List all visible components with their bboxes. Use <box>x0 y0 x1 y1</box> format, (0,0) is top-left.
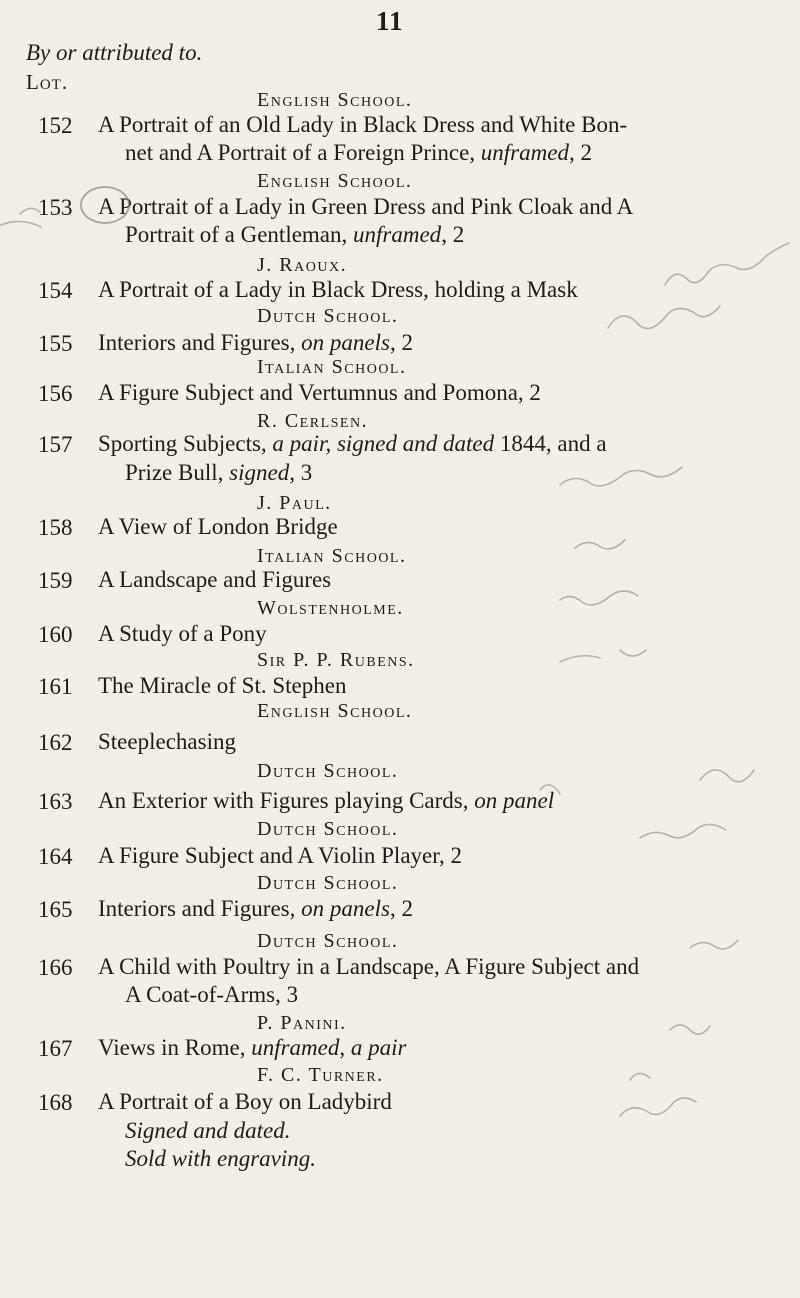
lot-description: Interiors and Figures, on panels, 2 <box>98 896 413 921</box>
attribution: Dutch School. <box>257 930 399 952</box>
attribution: J. Paul. <box>257 492 332 514</box>
lot-number: 159 <box>38 568 73 593</box>
lot-description-continued: A Coat-of-Arms, 3 <box>125 982 299 1007</box>
section-heading: By or attributed to. <box>26 40 203 65</box>
lot-description: Views in Rome, unframed, a pair <box>98 1035 407 1060</box>
lot-number: 166 <box>38 955 73 980</box>
lot-number: 157 <box>38 432 73 457</box>
pencil-scribble <box>560 467 682 486</box>
lot-description: A Portrait of a Boy on Ladybird <box>98 1089 392 1114</box>
attribution: P. Panini. <box>257 1012 347 1034</box>
pencil-scribble <box>690 940 738 949</box>
lot-description: A Portrait of a Lady in Black Dress, holding a Mask <box>98 277 578 302</box>
attribution: English School. <box>257 700 413 722</box>
lot-description: An Exterior with Figures playing Cards, on panel <box>98 788 555 813</box>
lot-description: Sporting Subjects, a pair, signed and dated 1844, and a <box>98 431 607 456</box>
pencil-scribble <box>560 650 646 662</box>
page-number: 11 <box>376 6 404 36</box>
attribution: Sir P. P. Rubens. <box>257 649 415 671</box>
lot-number: 162 <box>38 730 73 755</box>
attribution: English School. <box>257 170 413 192</box>
attribution: English School. <box>257 89 413 111</box>
lot-number: 167 <box>38 1036 73 1061</box>
lot-number: 153 <box>38 195 73 220</box>
lot-column-label: Lot. <box>26 70 69 94</box>
pencil-scribble <box>1 208 41 227</box>
attribution: Italian School. <box>257 545 407 567</box>
lot-number: 158 <box>38 515 73 540</box>
attribution: F. C. Turner. <box>257 1064 384 1086</box>
lot-description: A View of London Bridge <box>98 514 338 539</box>
pencil-scribble <box>640 824 726 838</box>
lot-description-continued: Portrait of a Gentleman, unframed, 2 <box>125 222 465 247</box>
lot-number: 156 <box>38 381 73 406</box>
attribution: Dutch School. <box>257 760 399 782</box>
pencil-scribble <box>560 591 638 605</box>
pencil-scribble <box>670 1025 710 1034</box>
attribution: Dutch School. <box>257 872 399 894</box>
attribution: Italian School. <box>257 356 407 378</box>
attribution: R. Cerlsen. <box>257 410 369 432</box>
pencil-scribble <box>665 243 789 285</box>
lot-description: A Child with Poultry in a Landscape, A Figure Subject and <box>98 954 640 979</box>
lot-note: Sold with engraving. <box>125 1146 317 1171</box>
lot-note: Signed and dated. <box>125 1118 291 1143</box>
lot-description: Interiors and Figures, on panels, 2 <box>98 330 413 355</box>
lot-number: 168 <box>38 1090 73 1115</box>
lot-number: 160 <box>38 622 73 647</box>
lot-description-continued: Prize Bull, signed, 3 <box>125 460 313 485</box>
pencil-circle-mark <box>80 186 130 224</box>
pencil-scribble <box>620 1098 696 1116</box>
lot-description: A Portrait of a Lady in Green Dress and Pink Cloak and A <box>98 194 634 219</box>
lot-description: A Landscape and Figures <box>98 567 332 592</box>
lot-description: A Study of a Pony <box>98 621 267 646</box>
lot-description: The Miracle of St. Stephen <box>98 673 347 698</box>
lot-description: A Figure Subject and Vertumnus and Pomona, 2 <box>98 380 541 405</box>
pencil-scribble <box>700 770 754 782</box>
lot-number: 154 <box>38 278 73 303</box>
lot-number: 155 <box>38 331 73 356</box>
lot-number: 165 <box>38 897 73 922</box>
pencil-scribble <box>608 306 720 329</box>
lot-description: A Portrait of an Old Lady in Black Dress and White Bon- <box>98 112 628 137</box>
attribution: Dutch School. <box>257 818 399 840</box>
lot-number: 163 <box>38 789 73 814</box>
lot-number: 164 <box>38 844 73 869</box>
lot-number: 161 <box>38 674 73 699</box>
lot-description: A Figure Subject and A Violin Player, 2 <box>98 843 462 868</box>
attribution: J. Raoux. <box>257 254 348 276</box>
attribution: Dutch School. <box>257 305 399 327</box>
lot-description-continued: net and A Portrait of a Foreign Prince, unframed, 2 <box>125 140 592 165</box>
lot-description: Steeplechasing <box>98 729 236 754</box>
pencil-scribble <box>630 1073 650 1080</box>
lot-number: 152 <box>38 113 73 138</box>
attribution: Wolstenholme. <box>257 597 404 619</box>
pencil-scribble <box>575 540 625 549</box>
